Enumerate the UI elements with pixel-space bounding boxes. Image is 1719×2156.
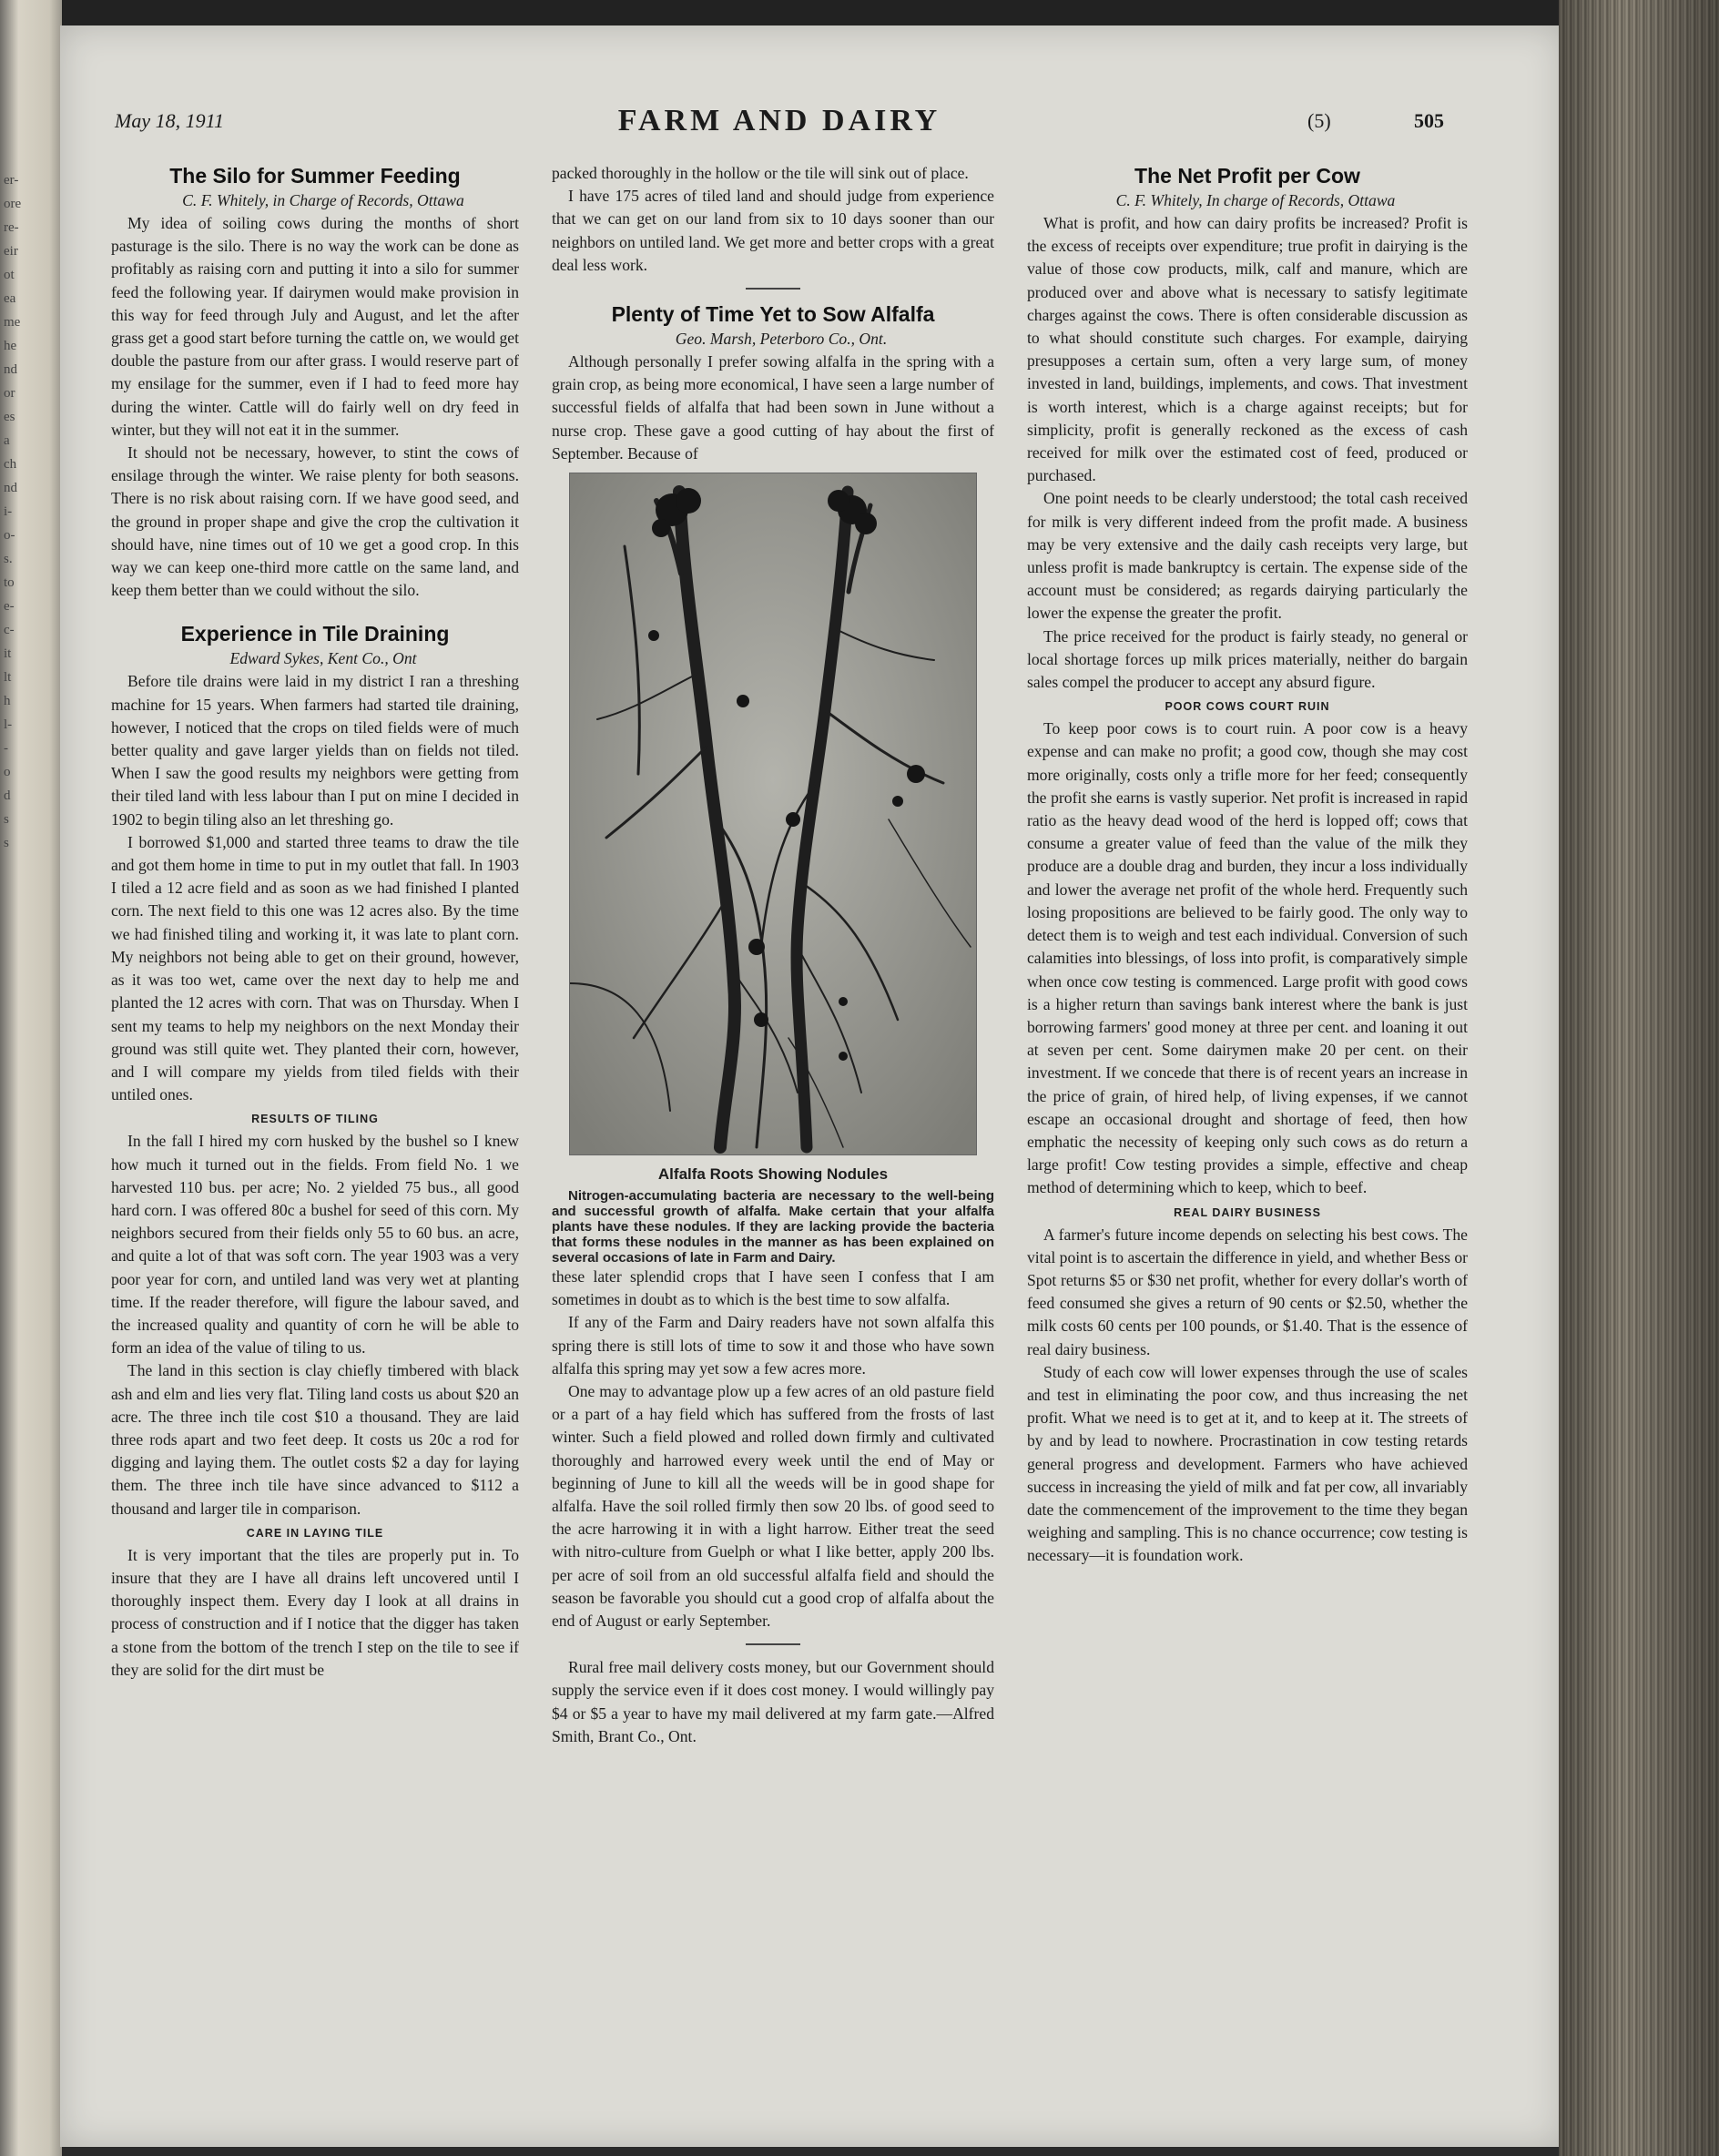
margin-fragment: eir xyxy=(4,244,18,259)
margin-fragment: o xyxy=(4,765,11,779)
column-3 xyxy=(1027,162,1468,1568)
subhead-poor-cows: POOR COWS COURT RUIN xyxy=(1165,700,1330,714)
article-title-silo: The Silo for Summer Feeding xyxy=(169,164,461,188)
margin-fragment: nd xyxy=(4,362,17,377)
byline-alfalfa: Geo. Marsh, Peterboro Co., Ont. xyxy=(675,330,888,349)
margin-fragment: a xyxy=(4,433,10,448)
margin-fragment: lt xyxy=(4,670,12,685)
paragraph: My idea of soiling cows during the months of short pasturage is the silo. There is no way the work can be done as profitably as raising corn and putting it into a silo for summer feed the following year. If dairymen would make provision in this way for feed through July and August, and let the after grass get a good start before turning the cattle on, we would get double the pasture from our after grass. I would reserve part of my ensilage for the summer, even if I had to feed more hay during the winter. Cattle will do fairly well on dry feed in winter, but they will not eat it in the summer. xyxy=(111,214,519,439)
paragraph: To keep poor cows is to court ruin. A poor cow is a heavy expense and can make no profit; a good cow, though she may cost more originally, costs only a trifle more for her feed; consequently the profit she earns is vastly superior. Net profit is increased in rapid ratio as the heavy dead wood of the herd is lopped off; cows that consume a greater value of feed than the value of the milk they produce are a double drag and burden, they incur a loss individually and lower the average net profit of the whole herd. Frequently such losing propositions are believed to be fairly good. The only way to detect them is to weigh and test each individual. Conversion of such calamities into blessings, of loss into profit, is comparatively simple when once cow testing is commenced. Large profit with good cows is a higher return than savings bank interest where the bank is just borrowing farmers' good money at three per cent. and loaning it out at seven per cent. Some dairymen make 20 per cent. on their investment. If we concede that there is of recent years an increase in the price of grain, of hired help, of living expenses, if we cannot escape an occasional drought and shortage of feed, then how emphatic the necessity of keeping only such cows as do return a large profit! Cow testing provides a simple, effective and cheap method of determining which to keep, which to beef. xyxy=(1027,719,1468,1197)
paragraph: Before tile drains were laid in my district I ran a threshing machine for 15 years. When farmers had started tile draining, however, I noticed that the crops on tiled fields were of much better quality and gave larger yields than on fields not tiled. When I saw the good results my neighbors were getting from their tiled land with less labour than I put on mine I decided in 1902 to begin tiling also an let threshing go. xyxy=(111,672,519,829)
byline-net-profit: C. F. Whitely, In charge of Records, Ottawa xyxy=(1115,191,1396,209)
paragraph: It is very important that the tiles are properly put in. To insure that they are I have all drains left uncovered until I thoroughly inspect them. Every day I look at all drains in process of construction and if I notice that the digger has taken a stone from the bottom of the trench I step on the tile to see if they are solid for the dirt must be xyxy=(111,1545,519,1679)
margin-fragment: he xyxy=(4,339,17,353)
subhead-care: CARE IN LAYING TILE xyxy=(246,1526,384,1540)
photo-caption-title: Alfalfa Roots Showing Nodules xyxy=(657,1165,889,1184)
page-header xyxy=(115,104,1444,149)
byline-silo: C. F. Whitely, in Charge of Records, Ottawa xyxy=(182,191,464,209)
book-spine xyxy=(1559,0,1719,2156)
margin-fragment: nd xyxy=(4,481,17,495)
margin-fragment: it xyxy=(4,646,12,661)
margin-fragment: e- xyxy=(4,599,15,614)
paragraph: If any of the Farm and Dairy readers have not sown alfalfa this spring there is still lots of time to sow it and those who have sown alfalfa this spring may yet sow a few acres more. xyxy=(552,1313,994,1378)
margin-fragment: er- xyxy=(4,173,19,188)
paragraph: Although personally I prefer sowing alfalfa in the spring with a grain crop, as being more economical, I have seen a large number of successful fields of alfalfa that had been sown in June without a nurse crop. These gave a good cutting of hay about the first of September. Because of xyxy=(552,352,994,463)
article-title-tile: Experience in Tile Draining xyxy=(180,622,450,646)
divider xyxy=(746,288,800,290)
article-title-net-profit: The Net Profit per Cow xyxy=(1134,164,1360,188)
paragraph: I have 175 acres of tiled land and should judge from experience that we can get on our land from six to 10 days sooner than our neighbors on untiled land. We get more and better crops with a great deal less work. xyxy=(552,187,994,274)
paragraph: The price received for the product is fairly steady, no general or local shortage forces up milk prices materially, neither do bargain sales compel the producer to accept any absurd figure. xyxy=(1027,626,1468,692)
paragraph: A farmer's future income depends on selecting his best cows. The vital point is to ascertain the difference in yield, and whether Bess or Spot returns $5 or $30 net profit, whether for every dollar's worth of feed consumed she gives a return of 90 cents or $2.50, whether the milk costs 60 cents per 100 pounds, or $1.40. That is the essence of real dairy business. xyxy=(1027,1225,1468,1358)
margin-fragment: ch xyxy=(4,457,17,472)
paragraph: In the fall I hired my corn husked by the bushel so I knew how much it turned out in the fields. From field No. 1 we harvested 110 bus. per acre; No. 2 yielded 75 bus., all good hard corn. I was offered 80c a bushel for seed of this corn. My neighbors secured from their fields only 55 to 60 bus. an acre, and quite a lot of that was soft corn. The year 1903 was a very poor year for corn, and untiled land was very wet at planting time. If the reader therefore, will figure the labour saved, and the increased quality and quantity of corn he will be able to form an idea of the value of tiling to us. xyxy=(111,1132,519,1358)
paragraph: It should not be necessary, however, to stint the cows of ensilage through the winter. We raise plenty for both seasons. There is no risk about raising corn. If we have good seed, and the ground in proper shape and give the crop the cultivation it should have, nine times out of 10 we get a good crop. In this way we can keep one-third more cattle on the same land, and keep them better than we could without the silo. xyxy=(111,443,519,600)
margin-fragment: - xyxy=(4,741,8,756)
paragraph: Study of each cow will lower expenses through the use of scales and test in eliminating the poor cow, and thus increasing the net profit. What we need is to get at it, and to keep at it. The streets of by and by lead to nowhere. Procrastination in cow testing retards general progress and development. Farmers who have achieved success in increasing the yield of milk and fat per cow, all invariably date the commencement of the improvement to the time they began weighing and sampling. This is no chance occurrence; cow testing is necessary—it is foundation work. xyxy=(1027,1362,1468,1565)
byline-tile: Edward Sykes, Kent Co., Ont xyxy=(229,649,417,668)
page-number: 505 xyxy=(1414,109,1444,132)
margin-fragment: d xyxy=(4,788,11,803)
margin-fragment: me xyxy=(4,315,21,330)
subhead-real-dairy: REAL DAIRY BUSINESS xyxy=(1174,1205,1321,1219)
article-title-alfalfa: Plenty of Time Yet to Sow Alfalfa xyxy=(611,302,935,327)
previous-page-edge xyxy=(0,0,62,2156)
margin-fragment: ea xyxy=(4,291,16,306)
subhead-results: RESULTS OF TILING xyxy=(251,1113,379,1126)
paragraph: packed thoroughly in the hollow or the tile will sink out of place. xyxy=(552,164,969,182)
issue-date: May 18, 1911 xyxy=(115,109,224,132)
margin-fragment: i- xyxy=(4,504,13,519)
paragraph: these later splendid crops that I have seen I confess that I am sometimes in doubt as to which is the best time to sow alfalfa. xyxy=(552,1267,994,1309)
margin-fragment: es xyxy=(4,410,15,424)
divider xyxy=(746,1643,800,1645)
top-edge xyxy=(0,0,1719,27)
margin-fragment: l- xyxy=(4,717,13,732)
margin-fragment: ore xyxy=(4,197,22,211)
margin-fragment: s xyxy=(4,836,9,850)
margin-fragment: to xyxy=(4,575,15,590)
column-1 xyxy=(111,162,519,1682)
margin-fragment: ot xyxy=(4,268,15,282)
margin-fragment: re- xyxy=(4,220,19,235)
section-number: (5) xyxy=(1307,109,1331,132)
margin-fragment: s xyxy=(4,812,9,827)
margin-fragment: s. xyxy=(4,552,13,566)
margin-fragment: c- xyxy=(4,623,15,637)
paragraph: What is profit, and how can dairy profits be increased? Profit is the excess of receipts over expenditure; true profit in dairying is the value of those cow products, milk, calf and manure, which are produced over and above what is necessary to satisfy legitimate charges against the cows. There is often considerable discussion as to what should constitute such charges. For example, dairying presupposes a certain sum, often a very large sum, of money invested in land, buildings, implements, and cows. That investment is worth interest, which is a charge against receipts; but for simplicity, profit is generally reckoned as the excess of cash received for milk over the estimated cost of feed, produced or purchased. xyxy=(1027,214,1468,485)
margin-fragment: h xyxy=(4,694,11,708)
masthead: FARM AND DAIRY xyxy=(617,104,941,137)
paragraph: The land in this section is clay chiefly timbered with black ash and elm and lies very flat. Tiling land costs us about $20 an acre. The three inch tile cost $10 a thousand. They are laid three rods apart and two feet deep. It costs us 20c a rod for digging and laying them. The outlet costs $2 a day for laying them. The three inch tile have since advanced to $112 a thousand and larger tile in comparison. xyxy=(111,1361,519,1518)
paragraph: One may to advantage plow up a few acres of an old pasture field or a part of a hay field which has suffered from the frosts of last winter. Such a field plowed and rolled down firmly and cultivated thoroughly and harrowed every week until the end of May or beginning of June to kill all the weeds will be in good shape for alfalfa. Have the soil rolled firmly then sow 20 lbs. of good seed to the acre harrowing it in with a light harrow. Either treat the seed with nitro-culture from Guelph or what I like better, apply 200 lbs. per acre of soil from an old successful alfalfa field and should the season be favorable you should cut a good crop of alfalfa about the end of August or early September. xyxy=(552,1382,994,1631)
paragraph-rural-mail: Rural free mail delivery costs money, but our Government should supply the service even if it does cost money. I would willingly pay $4 or $5 a year to have my mail delivered at my farm gate.—Alfred Smith, Brant Co., Ont. xyxy=(552,1658,994,1745)
margin-fragment: or xyxy=(4,386,15,401)
paragraph: One point needs to be clearly understood; the total cash received for milk is very different indeed from the profit made. A business may be very extensive and the daily cash receipts very large, but unless profit is made bankruptcy is certain. The expense side of the account must be considered; as regards dairying particularly the lower the expense the greater the profit. xyxy=(1027,489,1468,623)
photo-caption: Nitrogen-accumulating bacteria are necessary to the well-being and successful growth of alfalfa. Make certain that your alfalfa plants have these nodules. If they are lacking provide the bacteria that forms these nodules in the manner as has been explained on several occasions of late in Farm and Dairy. xyxy=(552,1188,994,1266)
margin-fragment: o- xyxy=(4,528,15,543)
paragraph: I borrowed $1,000 and started three teams to draw the tile and got them home in time to put in my outlet that fall. In 1903 I tiled a 12 acre field and as soon as we had finished I planted corn. The next field to this one was 12 acres also. By the time we had finished tiling and working it, it was late to plant corn. My neighbors not being able to get on their ground, however, as it was too wet, came over the next day to help me and planted the 12 acres with corn. That was on Thursday. When I sent my teams to help my neighbors on the next Monday their ground was still quite wet. They planted their corn, however, and I will compare my yields from tiled fields with their untiled ones. xyxy=(111,832,519,1104)
alfalfa-roots-photo xyxy=(569,473,977,1155)
column-2 xyxy=(552,162,994,1748)
